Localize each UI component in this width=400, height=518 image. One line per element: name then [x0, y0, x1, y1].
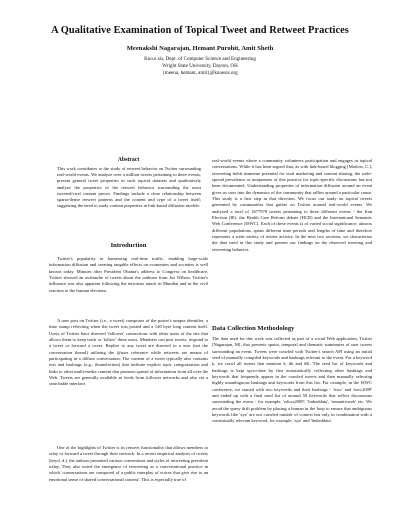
intro-paragraph-1-text: Twitter's popularity in harnessing real-time traffic, enabling large-scale information diffusion and creating tangible effects on economies and societies is well known today. Minutes after President Obama's address to Congress on healthcare, Twitter showed an avalanche of tweets about the outburst from Joe Wilson. Twitter's influence was also apparent following the terrorists attack in Mumbai and in the civil reaction to the Iranian elections.: [49, 256, 208, 293]
right-paragraph-2-text: The data used for this work was collected as part of a social Web application, Twitris [Nagarajan, M], that presents spatio, temporal and thematic summaries of user tweets surrounding an event. Tweets were crawled with Twitter's search API using an initial seed of manually compiled keywords and hashtags relevant to the event. For a keyword k, we crawl all tweets that mention k, #k and #K. The seed list of keywords and hashtags is kept up-to-date by first automatically collecting other hashtags and keywords that frequently appear in the crawled tweets and then manually selecting highly unambiguous hashtags and keywords from this list. For example, in the ISWC conference, we started with two keywords and their hashtags - 'iswc' and 'iswc2009' and ended up with a final used list of around 50 keywords that reflect discussions surrounding the event - for example, 'edocs2009', 'linkeddata', 'semanticweb' etc. We avoid the query drift problem by placing a human in the loop to ensure that ambiguous keywords like 'xyz' are not crawled outside of context but only in combination with a contextually relevant keyword, for example, 'xyz' and 'linkeddata'.: [212, 336, 372, 424]
affiliation-email: {meena, hemant, amit}@knoesis.org: [162, 70, 238, 76]
abstract-heading: Abstract: [117, 157, 140, 163]
right-paragraph-1: [212, 158, 372, 253]
affiliation-line-2: Wright State University, Dayton, OH: [162, 63, 238, 69]
abstract-text: This work contributes to the study of retweet behavior on Twitter surrounding real-world events. We analyze over a million tweets pertaining to three events, present general tweet properties in such topical datasets and qualitatively analyze the properties of the retweet behavior surrounding the most tweeted/viral content pieces. Findings include a clear relationship between sparse/dense retweet patterns and the content and type of a tweet itself; suggesting the need to study content properties in link-based diffusion models.: [57, 166, 201, 209]
intro-paragraph-3-text: One of the highlights of Twitter is its retweet functionality that allows members to relay or forward a tweet through their network. In a recent empirical analysis of tweets (boyd, d.), the authors presented various conventions and styles of retweeting prevalent today. They also noted the emergence of retweeting as a conversational practice in which 'conversations are composed of a public interplay of voices that give rise to an emotional sense of shared conversational context'. This is especially true of: [49, 445, 208, 482]
intro-paragraph-2: [49, 318, 208, 388]
data-collection-heading: Data Collection Methodology: [212, 325, 295, 332]
intro-paragraph-2-text: A user post on Twitter (i.e., a tweet) comprises of the poster's unique identifier, a time stamp reflecting when the tweet was posted and a 140 byte long content itself. Users of Twitter have directed 'follower' connections with other users of the site that allows them to keep track or 'follow' these users. Members can post tweets, respond to a tweet or forward a tweet. Replies to any tweet are directed to a user (not the conversation thread) utilizing the @user reference while retweets are means of participating in a diffuse conversation. The content of a tweet typically also contains text and hashtags (e.g., #iranelection) that indicate explicit topic categorization and links to other multi-media content that promote spread of information from all over the Web. Tweets are generally available as feeds from follower networks and also via a searchable interface.: [49, 318, 208, 387]
intro-paragraph-1: [49, 256, 208, 294]
paper-title: A Qualitative Examination of Topical Tweet and Retweet Practices: [51, 25, 349, 36]
paper-authors: Meenakshi Nagarajan, Hemant Purohit, Amit Sheth: [126, 45, 274, 52]
intro-paragraph-3: [49, 445, 208, 483]
right-paragraph-1-text: real-world events where a community volunteers participation and engages in topical conversations. While it has been argued that, as with link-based blogging [Marlow, C.], retweeting holds immense potential for viral marketing and content sharing, the wide-spread prevalence or uniqueness of this practice for topic-specific discussions has not been documented. Understanding properties of information diffusion around an event gives us cues into the dynamics of the community that rallies around a particular cause. This study is a first step in that direction. We focus our study on topical tweets generated by communities that gather on Twitter around real-world events. We analyzed a total of 1677978 tweets pertaining to three different events - the Iran Election (IE), the Health Care Reform debate (HCR) and the International Semantic Web Conference (ISWC). Each of these events is of varied social significance, attracts different populations, spans different time periods and lengths of time and therefore represents a wide variety of twitter activity. In the next two sections, we characterize the data used in this study and present our findings on the observed tweeting and retweeting behavior.: [212, 158, 372, 252]
intro-heading: Introduction: [110, 242, 147, 249]
affiliation-line-1: Kno.e.sis, Dept. of Computer Science and Engineering: [144, 56, 256, 62]
right-paragraph-2: [212, 336, 372, 425]
